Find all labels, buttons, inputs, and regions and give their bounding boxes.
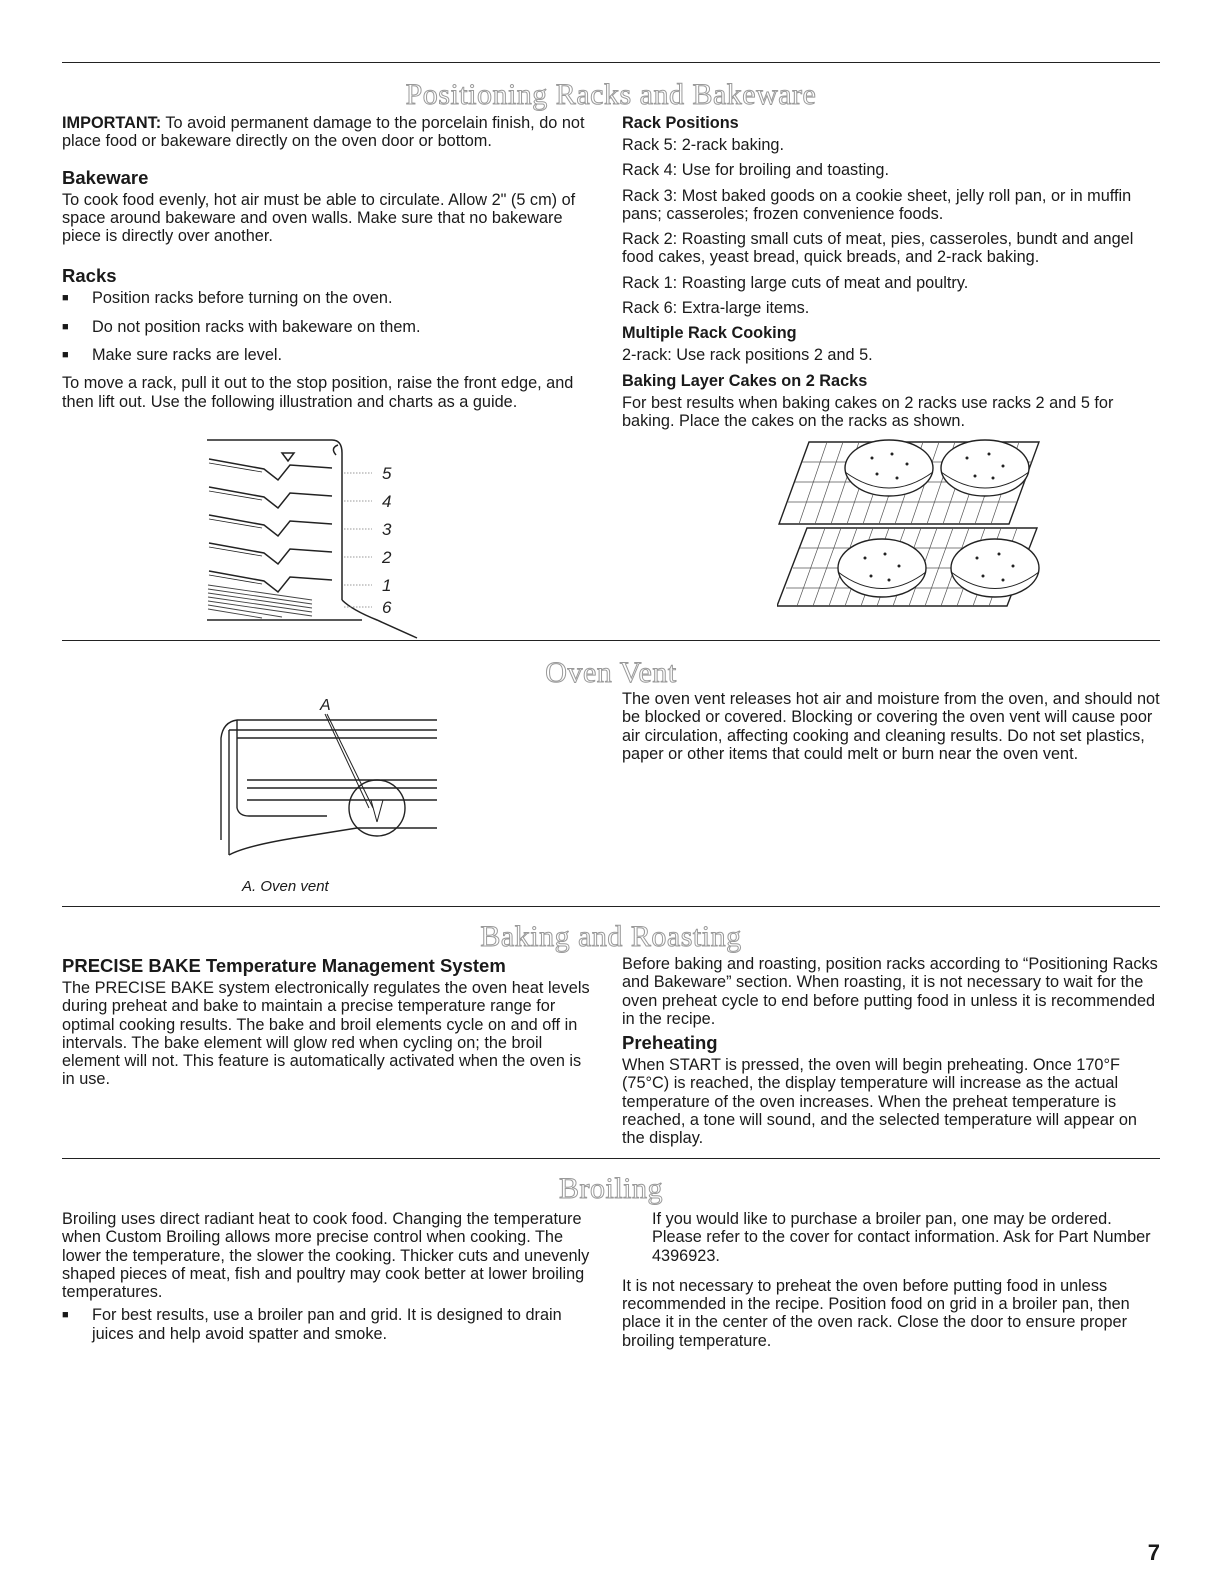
bullet-text: For best results, use a broiler pan and grid. It is designed to drain juices and help avoid spatter and smoke. xyxy=(92,1306,562,1343)
section-rule xyxy=(62,1158,1160,1159)
section-rule xyxy=(62,906,1160,907)
rack-positions-heading: Rack Positions xyxy=(622,114,739,132)
bullet-icon: ■ xyxy=(62,320,69,333)
before-baking-text: Before baking and roasting, position racks according to “Positioning Racks and Bakeware” section. When roasting, it is not necessary to wait for the oven preheat cycle to end before putting food in unless it is recommended in the recipe. xyxy=(622,955,1158,1028)
racks-heading: Racks xyxy=(62,265,117,287)
move-rack-text: To move a rack, pull it out to the stop position, raise the front edge, and then lift out. Use the following illustration and charts as a guide. xyxy=(62,374,574,411)
rack-position-1: Rack 1: Roasting large cuts of meat and poultry. xyxy=(622,273,969,292)
broiling-right-column xyxy=(622,1210,1160,1359)
broiling-intro-text: Broiling uses direct radiant heat to cook food. Changing the temperature when Custom Broiling allows more precise control when cooking. The lower the temperature, the slower the cooking. Thicker cuts and unevenly shaped pieces of meat, fish and poultry may cook better at lower broiling temperatures. xyxy=(62,1210,590,1302)
multiple-rack-heading: Multiple Rack Cooking xyxy=(622,324,797,343)
rack-number-2: 2 xyxy=(382,548,392,567)
important-text: To avoid permanent damage to the porcelain finish, do not place food or bakeware directly on the oven door or bottom. xyxy=(62,114,585,151)
layer-cakes-heading: Baking Layer Cakes on 2 Racks xyxy=(622,371,868,390)
broiling-preheat-text: It is not necessary to preheat the oven before putting food in unless recommended in the recipe. Position food on grid in a broiler pan, then place it in the center of the oven rack. Close the door to ensure proper broiling temperature. xyxy=(622,1276,1130,1350)
page-number: 7 xyxy=(1147,1540,1160,1565)
section-rule xyxy=(62,62,1160,63)
manual-page xyxy=(62,0,1160,1585)
bullet-text: Make sure racks are level. xyxy=(92,346,283,365)
bullet-text: Do not position racks with bakeware on them. xyxy=(92,317,421,336)
positioning-left-column xyxy=(62,114,592,420)
rack-number-4: 4 xyxy=(382,492,392,511)
bullet-item xyxy=(62,1306,592,1343)
positioning-right-column xyxy=(622,114,1160,439)
vent-text: The oven vent releases hot air and moisture from the oven, and should not be blocked or covered. Blocking or covering the oven vent will cause poor air circulation, affecting cooking and cleaning results. Do not set plastics, paper or other items that could melt or burn near the oven vent. xyxy=(622,690,1160,763)
bullet-text: Position racks before turning on the oven. xyxy=(92,289,393,308)
layer-cakes-illustration xyxy=(777,438,1067,610)
bullet-item xyxy=(62,289,592,307)
section-title-positioning: Positioning Racks and Bakeware xyxy=(405,78,817,111)
rack-3 xyxy=(209,515,332,536)
bullet-item xyxy=(62,346,592,364)
bullet-item xyxy=(62,318,592,336)
precise-bake-text: The PRECISE BAKE system electronically regulates the oven heat levels during preheat and bake to maintain a precise temperature range for optimal cooking results. The bake and broil elements cycle on and off in intervals. The bake element will glow red when cycling on; the broil element will not. This feature is automatically activated when the oven is in use. xyxy=(62,979,590,1089)
bullet-icon: ■ xyxy=(62,1309,69,1322)
vent-label-a: A xyxy=(320,697,331,714)
important-note xyxy=(62,114,592,151)
rack-number-5: 5 xyxy=(382,464,392,483)
rack-position-3: Rack 3: Most baked goods on a cookie sheet, jelly roll pan, or in muffin pans; casseroles; frozen convenience foods. xyxy=(622,186,1132,223)
rack-position-2: Rack 2: Roasting small cuts of meat, pies, casseroles, bundt and angel food cakes, yeast bread, quick breads, and 2-rack baking. xyxy=(622,230,1134,267)
bakeware-text: To cook food evenly, hot air must be able to circulate. Allow 2" (5 cm) of space around bakeware and oven walls. Make sure that no bakeware piece is directly over another. xyxy=(62,190,576,246)
rack-1 xyxy=(209,571,332,592)
vent-caption: A. Oven vent xyxy=(242,878,329,895)
preheating-text: When START is pressed, the oven will begin preheating. Once 170°F (75°C) is reached, the display temperature will increase as the actual temperature of the oven increases. When the preheat temperature is reached, a tone will sound, and the selected temperature will appear on the display. xyxy=(622,1056,1137,1148)
bakeware-heading: Bakeware xyxy=(62,166,149,188)
rack-4 xyxy=(209,487,332,508)
bullet-icon: ■ xyxy=(62,292,69,305)
section-rule xyxy=(62,640,1160,641)
oven-vent-illustration xyxy=(207,690,497,870)
preheating-heading: Preheating xyxy=(622,1032,718,1054)
precise-bake-heading: PRECISE BAKE Temperature Management System xyxy=(62,955,506,976)
rack-number-1: 1 xyxy=(382,576,392,595)
rack-position-4: Rack 4: Use for broiling and toasting. xyxy=(622,161,889,180)
multiple-rack-text: 2-rack: Use rack positions 2 and 5. xyxy=(622,346,873,365)
rack-position-6: Rack 6: Extra-large items. xyxy=(622,299,810,318)
vent-right-column xyxy=(622,690,1160,772)
section-title-oven-vent: Oven Vent xyxy=(545,656,677,689)
rack-number-3: 3 xyxy=(382,520,392,539)
rack-5 xyxy=(209,459,332,480)
section-title-baking: Baking and Roasting xyxy=(480,920,742,953)
rack-position-5: Rack 5: 2-rack baking. xyxy=(622,136,784,154)
rack-positions-illustration xyxy=(202,435,492,640)
layer-cakes-text: For best results when baking cakes on 2 racks use racks 2 and 5 for baking. Place the cakes on the racks as shown. xyxy=(622,393,1114,430)
section-title-broiling: Broiling xyxy=(558,1172,663,1205)
bullet-icon: ■ xyxy=(62,349,69,362)
baking-right-column xyxy=(622,955,1160,1157)
broiling-left-column xyxy=(62,1210,592,1353)
rack-2 xyxy=(209,543,332,564)
important-label: IMPORTANT: xyxy=(62,114,162,132)
broiler-pan-purchase-text: If you would like to purchase a broiler pan, one may be ordered. Please refer to the cover for contact information. Ask for Part Number 4396923. xyxy=(652,1210,1151,1265)
baking-left-column xyxy=(62,955,592,1098)
rack-number-6: 6 xyxy=(382,598,392,617)
